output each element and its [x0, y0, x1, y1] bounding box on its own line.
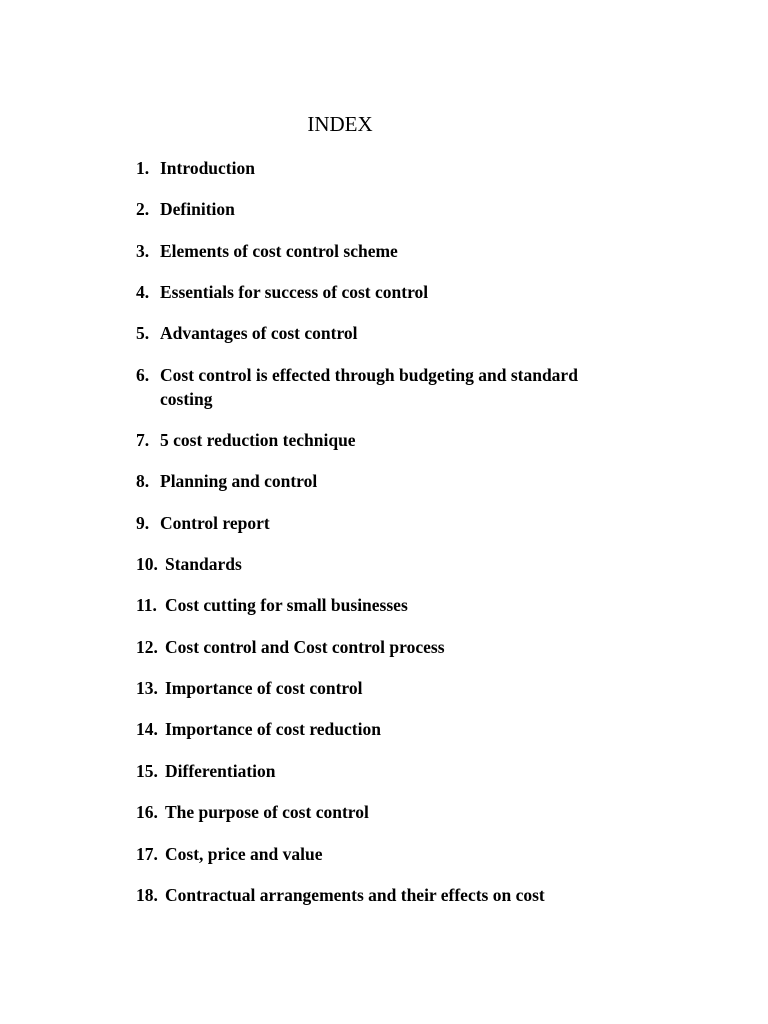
index-item-number: 16.	[136, 802, 158, 823]
index-item	[136, 363, 656, 411]
index-item-number: 8.	[136, 471, 150, 492]
index-item-text: Contractual arrangements and their effects on cost	[165, 884, 545, 905]
index-item	[136, 759, 656, 783]
index-item-text: The purpose of cost control	[165, 802, 369, 823]
index-item-text: Cost, price and value	[165, 843, 323, 864]
index-item-text: Definition	[160, 199, 235, 220]
index-item-text: Control report	[160, 512, 270, 533]
index-item	[136, 511, 656, 535]
index-item-text: 5 cost reduction technique	[160, 430, 356, 451]
index-item	[136, 717, 656, 741]
index-list	[136, 156, 656, 924]
index-item	[136, 321, 656, 345]
index-item	[136, 552, 656, 576]
index-item-text: Planning and control	[160, 471, 318, 492]
index-item-text: Importance of cost control	[165, 678, 363, 699]
index-item	[136, 469, 656, 493]
index-item	[136, 883, 656, 907]
index-item-text: Cost control is effected through budgeting and standard costing	[160, 364, 578, 409]
index-item-text: Advantages of cost control	[160, 323, 358, 344]
index-item-number: 18.	[136, 884, 158, 905]
index-item	[136, 842, 656, 866]
index-item-text: Differentiation	[165, 760, 276, 781]
index-item	[136, 593, 656, 617]
page-title: INDEX	[307, 112, 373, 136]
index-item-number: 6.	[136, 364, 150, 385]
index-item-number: 10.	[136, 554, 158, 575]
index-item-text: Importance of cost reduction	[165, 719, 381, 740]
index-item-text: Cost cutting for small businesses	[165, 595, 408, 616]
index-item-number: 1.	[136, 158, 150, 178]
index-item	[136, 280, 656, 304]
index-item-text: Introduction	[160, 158, 255, 178]
index-item-number: 12.	[136, 636, 158, 657]
index-item	[136, 800, 656, 824]
index-item	[136, 197, 656, 221]
index-item-text: Essentials for success of cost control	[160, 282, 429, 303]
index-item-text: Elements of cost control scheme	[160, 240, 398, 261]
index-item	[136, 635, 656, 659]
index-item-number: 17.	[136, 843, 158, 864]
index-item-text: Standards	[165, 554, 242, 575]
index-item	[136, 239, 656, 263]
index-item-number: 13.	[136, 678, 158, 699]
index-item-number: 11.	[136, 595, 157, 616]
index-item-number: 9.	[136, 512, 150, 533]
index-item	[136, 676, 656, 700]
index-item	[136, 428, 656, 452]
index-item	[136, 156, 656, 180]
index-item-number: 7.	[136, 430, 150, 451]
index-item-number: 14.	[136, 719, 158, 740]
index-item-number: 4.	[136, 282, 150, 303]
index-item-number: 5.	[136, 323, 150, 344]
index-item-number: 3.	[136, 240, 150, 261]
index-item-number: 2.	[136, 199, 150, 220]
index-item-text: Cost control and Cost control process	[165, 636, 445, 657]
index-item-number: 15.	[136, 760, 158, 781]
